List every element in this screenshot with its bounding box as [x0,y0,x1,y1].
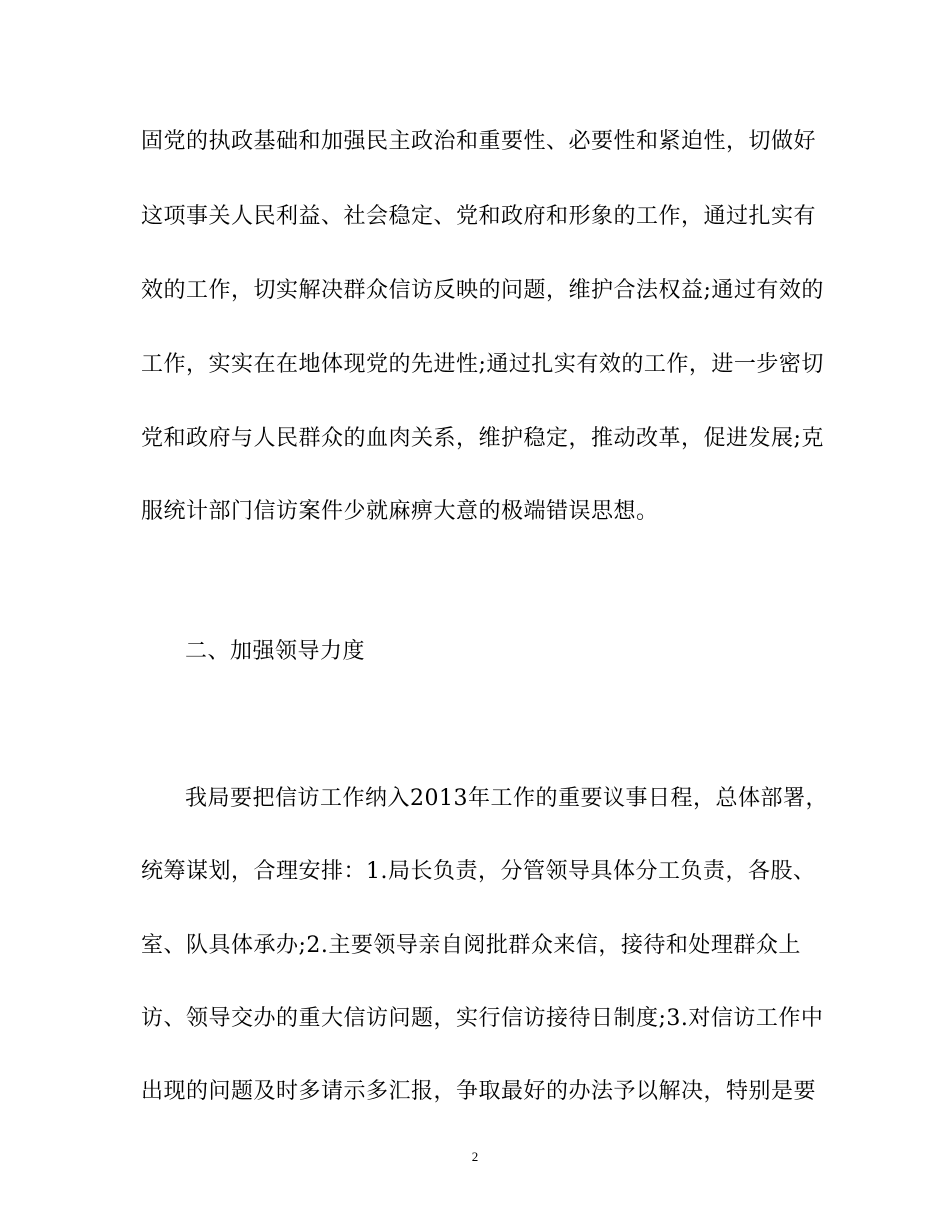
text-line: 我局要把信访工作纳入2013年工作的重要议事日程，总体部署， [185,786,828,811]
text-line: 工作，实实在在地体现党的先进性;通过扎实有效的工作，进一步密切 [141,352,824,377]
text-line: 这项事关人民利益、社会稳定、党和政府和形象的工作，通过扎实有 [141,204,817,229]
text-line: 出现的问题及时多请示多汇报，争取最好的办法予以解决，特别是要 [141,1079,817,1104]
page-number: 2 [471,1149,479,1164]
text-line: 服统计部门信访案件少就麻痹大意的极端错误思想。 [141,499,659,524]
section-heading: 二、加强领导力度 [185,639,366,664]
text-line: 效的工作，切实解决群众信访反映的问题，维护合法权益;通过有效的 [141,278,824,303]
text-line: 访、领导交办的重大信访问题，实行信访接待日制度;3.对信访工作中 [141,1006,824,1031]
text-line: 党和政府与人民群众的血肉关系，维护稳定，推动改革，促进发展;克 [141,426,824,451]
text-line: 固党的执政基础和加强民主政治和重要性、必要性和紧迫性，切做好 [141,129,817,154]
text-line: 室、队具体承办;2.主要领导亲自阅批群众来信，接待和处理群众上 [141,933,801,958]
text-line: 统筹谋划，合理安排：1.局长负责，分管领导具体分工负责，各股、 [141,859,816,884]
